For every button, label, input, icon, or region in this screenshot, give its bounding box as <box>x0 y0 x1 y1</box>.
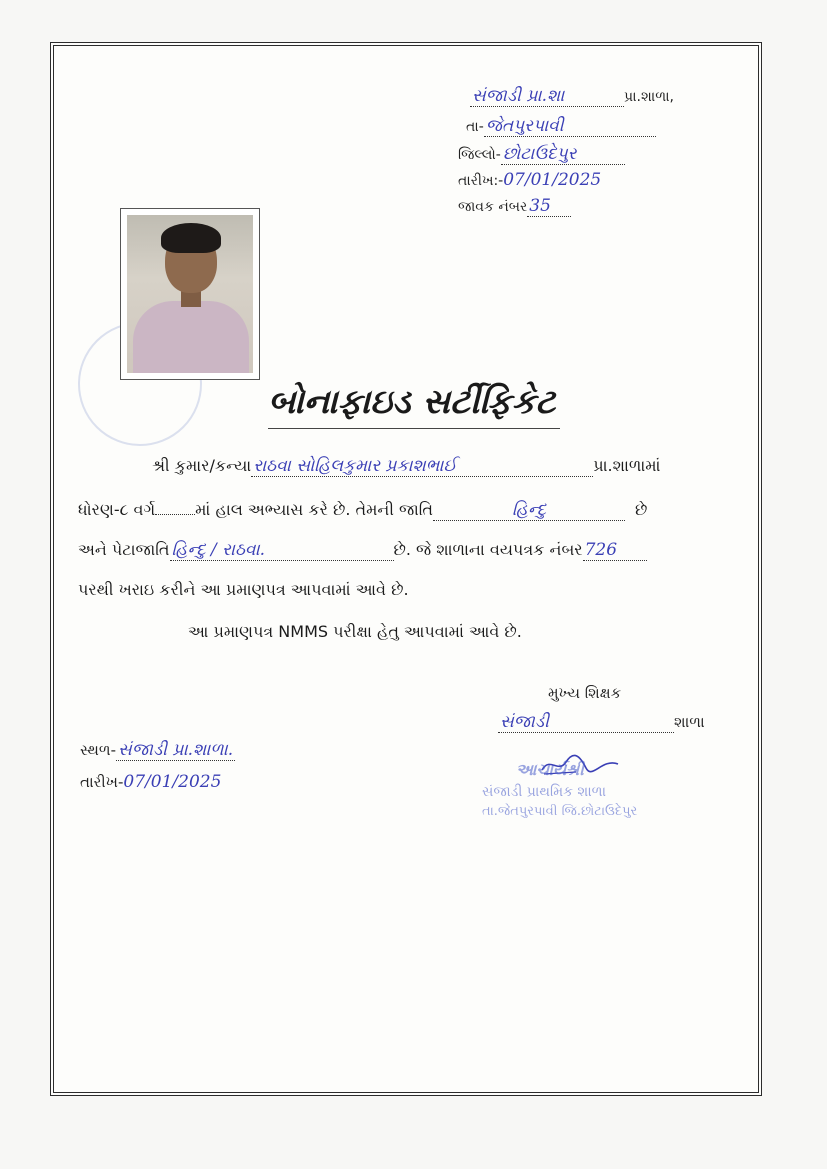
class-blank <box>155 514 195 515</box>
line1-prefix: શ્રી કુમાર/કન્યા <box>152 456 252 475</box>
place-handwritten: સંજાડી પ્રા.શાળા. <box>118 740 234 760</box>
header-date-label: તારીખ:- <box>458 173 504 189</box>
student-photo <box>120 208 260 380</box>
photo-torso <box>133 301 249 373</box>
line1-suffix: પ્રા.શાળામાં <box>593 456 661 475</box>
header-outward-line <box>458 196 571 217</box>
body-line-4: પરથી ખરાઇ કરીને આ પ્રમાણપત્ર આપવામાં આવે છે. <box>78 580 409 599</box>
principal-stamp <box>482 760 672 850</box>
line2-prefix: ધોરણ-૮ વર્ગ <box>78 500 156 519</box>
headteacher-label: મુખ્ય શિક્ષક <box>548 684 622 702</box>
header-outward-handwritten: 35 <box>527 196 571 217</box>
line2-suffix: છે <box>635 500 648 519</box>
header-district-line <box>458 144 625 165</box>
footer-school-suffix: શાળા <box>674 713 705 731</box>
footer-date-line <box>80 772 221 792</box>
student-name: રાઠવા સોહિલકુમાર પ્રકાશભાઈ <box>251 456 593 477</box>
register-number: 726 <box>583 540 647 561</box>
header-taluka-line <box>466 116 656 137</box>
stamp-line-1: આચાર્યશ્રી <box>516 760 584 779</box>
header-district-label: જિલ્લો- <box>458 147 501 163</box>
header-school-suffix: પ્રા.શાળા, <box>624 89 674 105</box>
header-school-line <box>470 86 674 107</box>
body-line-1 <box>152 456 660 477</box>
body-line-5: આ પ્રમાણપત્ર NMMS પરીક્ષા હેતુ આપવામાં આવે છે. <box>188 622 522 641</box>
body-line-2 <box>78 500 647 521</box>
header-district-handwritten: છોટાઉદેપુર <box>501 144 625 165</box>
body-line-3 <box>78 540 647 561</box>
line2-middle: માં હાલ અભ્યાસ કરે છે. તેમની જાતિ <box>195 500 433 519</box>
caste-value: હિન્દુ <box>433 500 625 521</box>
photo-hair <box>161 223 221 253</box>
place-line <box>80 740 235 761</box>
header-date-line <box>458 170 601 190</box>
header-outward-label: જાવક નંબર <box>458 199 528 215</box>
header-taluka-label: તા- <box>466 119 484 135</box>
line3-middle: છે. જે શાળાના વયપત્રક નંબર <box>393 540 583 559</box>
footer-school-handwritten: સંજાડી <box>498 712 674 733</box>
header-school-handwritten: સંજાડી પ્રા.શા <box>470 86 624 107</box>
stamp-line-3: તા.જેતપુરપાવી જિ.છોટાઉદેપુર <box>482 804 638 819</box>
certificate-border <box>50 42 762 1096</box>
place-label: સ્થળ- <box>80 741 117 759</box>
footer-school-line <box>498 712 705 733</box>
subcaste-value: હિન્દુ / રાઠવા. <box>170 540 394 561</box>
certificate-title: બોનાફાઇડ સર્ટીફિકેટ <box>268 382 556 422</box>
stamp-line-2: સંજાડી પ્રાથમિક શાળા <box>482 784 606 800</box>
footer-date-handwritten: 07/01/2025 <box>123 772 222 792</box>
header-taluka-handwritten: જેતપુરપાવી <box>484 116 656 137</box>
photo-portrait <box>127 215 253 373</box>
footer-date-label: તારીખ- <box>80 773 124 791</box>
line3-prefix: અને પેટાજાતિ <box>78 540 170 559</box>
header-date-handwritten: 07/01/2025 <box>503 170 602 190</box>
title-underline <box>268 428 560 429</box>
